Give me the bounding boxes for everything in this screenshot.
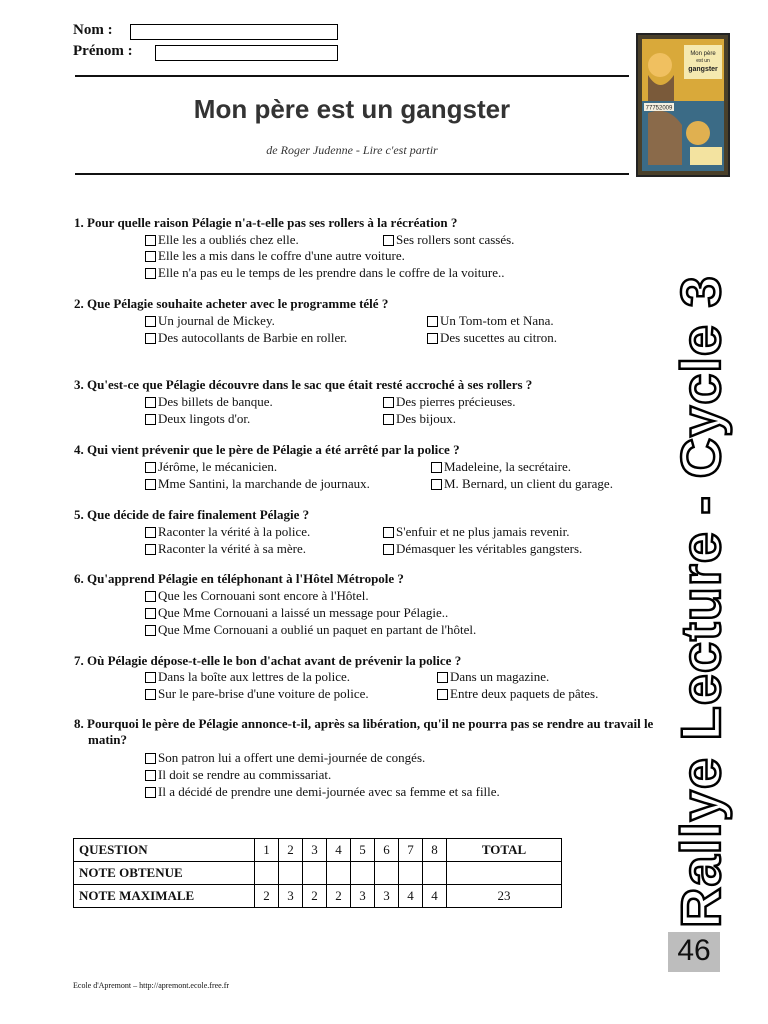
checkbox[interactable] — [145, 770, 156, 781]
q1-option-2[interactable]: Ses rollers sont cassés. — [383, 232, 514, 248]
row-label-note-obtenue: NOTE OBTENUE — [74, 862, 255, 885]
q6-option-3[interactable]: Que Mme Cornouani a oublié un paquet en partant de l'hôtel. — [145, 622, 476, 638]
q4-option-3[interactable]: Mme Santini, la marchande de journaux. — [145, 476, 370, 492]
book-cover-illustration — [638, 35, 728, 175]
checkbox[interactable] — [383, 235, 394, 246]
table-cell: 1 — [255, 839, 279, 862]
checkbox[interactable] — [145, 268, 156, 279]
question-2: 2. Que Pélagie souhaite acheter avec le programme télé ? — [74, 296, 389, 311]
page-title: Mon père est un gangster — [193, 94, 511, 124]
checkbox[interactable] — [145, 787, 156, 798]
checkbox[interactable] — [145, 397, 156, 408]
question-6: 6. Qu'apprend Pélagie en téléphonant à l'Hôtel Métropole ? — [74, 571, 404, 586]
checkbox[interactable] — [437, 689, 448, 700]
table-cell: 3 — [351, 885, 375, 908]
header-bottom-rule — [75, 173, 629, 175]
table-cell: 8 — [423, 839, 447, 862]
table-cell: 2 — [279, 839, 303, 862]
score-input-cell[interactable] — [423, 862, 447, 885]
q5-option-1[interactable]: Raconter la vérité à la police. — [145, 524, 310, 540]
q7-option-2[interactable]: Dans un magazine. — [437, 669, 549, 685]
q6-option-2[interactable]: Que Mme Cornouani a laissé un message pour Pélagie.. — [145, 605, 448, 621]
checkbox[interactable] — [437, 672, 448, 683]
checkbox[interactable] — [145, 544, 156, 555]
side-banner: Rallye Lecture - Cycle 3 — [669, 275, 732, 928]
question-5: 5. Que décide de faire finalement Pélagie ? — [74, 507, 310, 522]
checkbox[interactable] — [383, 414, 394, 425]
checkbox[interactable] — [145, 414, 156, 425]
q7-option-4[interactable]: Entre deux paquets de pâtes. — [437, 686, 598, 702]
question-8: 8. Pourquoi le père de Pélagie annonce-t-il, après sa libération, qu'il ne pourra pas se rendre au travail le matin? — [74, 716, 654, 747]
table-cell: 2 — [255, 885, 279, 908]
q2-option-1[interactable]: Un journal de Mickey. — [145, 313, 275, 329]
checkbox[interactable] — [383, 544, 394, 555]
question-3: 3. Qu'est-ce que Pélagie découvre dans le sac que était resté accroché à ses rollers ? — [74, 377, 533, 392]
q1-option-4[interactable]: Elle n'a pas eu le temps de les prendre dans le coffre de la voiture.. — [145, 265, 504, 281]
cover-title-line1: Mon père — [690, 51, 716, 57]
table-cell: 2 — [327, 885, 351, 908]
total-header: TOTAL — [447, 839, 562, 862]
cover-title-line2: est un — [696, 58, 710, 64]
q1-option-3[interactable]: Elle les a mis dans le coffre d'une autre voiture. — [145, 248, 405, 264]
q8-option-1[interactable]: Son patron lui a offert une demi-journée de congés. — [145, 750, 425, 766]
q3-option-2[interactable]: Des pierres précieuses. — [383, 394, 515, 410]
header-top-rule — [75, 75, 629, 77]
table-cell: 3 — [279, 885, 303, 908]
q5-option-4[interactable]: Démasquer les véritables gangsters. — [383, 541, 582, 557]
row-label-note-maximale: NOTE MAXIMALE — [74, 885, 255, 908]
checkbox[interactable] — [431, 462, 442, 473]
checkbox[interactable] — [145, 333, 156, 344]
q5-option-2[interactable]: S'enfuir et ne plus jamais revenir. — [383, 524, 569, 540]
question-1: 1. Pour quelle raison Pélagie n'a-t-elle pas ses rollers à la récréation ? — [74, 215, 458, 230]
checkbox[interactable] — [145, 753, 156, 764]
question-4: 4. Qui vient prévenir que le père de Pélagie a été arrêté par la police ? — [74, 442, 460, 457]
table-cell: 4 — [423, 885, 447, 908]
page-number: 46 — [668, 932, 720, 972]
checkbox[interactable] — [145, 316, 156, 327]
table-cell: 5 — [351, 839, 375, 862]
checkbox[interactable] — [145, 689, 156, 700]
score-input-cell[interactable] — [327, 862, 351, 885]
table-cell: 7 — [399, 839, 423, 862]
q3-option-4[interactable]: Des bijoux. — [383, 411, 456, 427]
q2-option-3[interactable]: Des autocollants de Barbie en roller. — [145, 330, 347, 346]
cover-title-line3: gangster — [688, 66, 718, 73]
table-cell: 3 — [375, 885, 399, 908]
checkbox[interactable] — [427, 333, 438, 344]
score-input-cell[interactable] — [255, 862, 279, 885]
q5-option-3[interactable]: Raconter la vérité à sa mère. — [145, 541, 306, 557]
score-input-cell[interactable] — [303, 862, 327, 885]
score-table — [73, 838, 562, 908]
table-row — [74, 862, 562, 885]
checkbox[interactable] — [145, 479, 156, 490]
score-input-cell[interactable] — [351, 862, 375, 885]
table-cell: 3 — [303, 839, 327, 862]
checkbox[interactable] — [145, 251, 156, 262]
footer-credit: Ecole d'Apremont – http://apremont.ecole.free.fr — [73, 981, 230, 990]
prenom-label: Prénom : — [73, 43, 133, 59]
q3-option-3[interactable]: Deux lingots d'or. — [145, 411, 250, 427]
checkbox[interactable] — [145, 235, 156, 246]
cover-plate: 77752009 — [645, 105, 673, 112]
table-cell: 2 — [303, 885, 327, 908]
q4-option-1[interactable]: Jérôme, le mécanicien. — [145, 459, 277, 475]
table-cell: 6 — [375, 839, 399, 862]
nom-field[interactable] — [130, 24, 338, 40]
q7-option-1[interactable]: Dans la boîte aux lettres de la police. — [145, 669, 350, 685]
q7-option-3[interactable]: Sur le pare-brise d'une voiture de police. — [145, 686, 369, 702]
total-input-cell[interactable] — [447, 862, 562, 885]
q4-option-4[interactable]: M. Bernard, un client du garage. — [431, 476, 613, 492]
score-input-cell[interactable] — [279, 862, 303, 885]
q2-option-4[interactable]: Des sucettes au citron. — [427, 330, 557, 346]
q8-option-3[interactable]: Il a décidé de prendre une demi-journée avec sa femme et sa fille. — [145, 784, 500, 800]
score-input-cell[interactable] — [399, 862, 423, 885]
checkbox[interactable] — [145, 608, 156, 619]
q2-option-2[interactable]: Un Tom-tom et Nana. — [427, 313, 554, 329]
page-subtitle: de Roger Judenne - Lire c'est partir — [266, 143, 438, 157]
checkbox[interactable] — [145, 462, 156, 473]
checkbox[interactable] — [145, 527, 156, 538]
total-max-cell: 23 — [447, 885, 562, 908]
table-cell: 4 — [327, 839, 351, 862]
q6-option-1[interactable]: Que les Cornouani sont encore à l'Hôtel. — [145, 588, 369, 604]
checkbox[interactable] — [431, 479, 442, 490]
checkbox[interactable] — [145, 672, 156, 683]
prenom-field[interactable] — [155, 45, 338, 61]
q1-option-1[interactable]: Elle les a oubliés chez elle. — [145, 232, 299, 248]
q8-option-2[interactable]: Il doit se rendre au commissariat. — [145, 767, 331, 783]
score-input-cell[interactable] — [375, 862, 399, 885]
row-label-question: QUESTION — [74, 839, 255, 862]
table-cell: 4 — [399, 885, 423, 908]
checkbox[interactable] — [145, 625, 156, 636]
table-row — [74, 839, 562, 862]
table-row — [74, 885, 562, 908]
q4-option-2[interactable]: Madeleine, la secrétaire. — [431, 459, 571, 475]
book-cover-image — [636, 33, 730, 177]
nom-label: Nom : — [73, 22, 113, 38]
checkbox[interactable] — [427, 316, 438, 327]
checkbox[interactable] — [383, 527, 394, 538]
question-7: 7. Où Pélagie dépose-t-elle le bon d'achat avant de prévenir la police ? — [74, 653, 462, 668]
checkbox[interactable] — [145, 591, 156, 602]
q3-option-1[interactable]: Des billets de banque. — [145, 394, 273, 410]
checkbox[interactable] — [383, 397, 394, 408]
